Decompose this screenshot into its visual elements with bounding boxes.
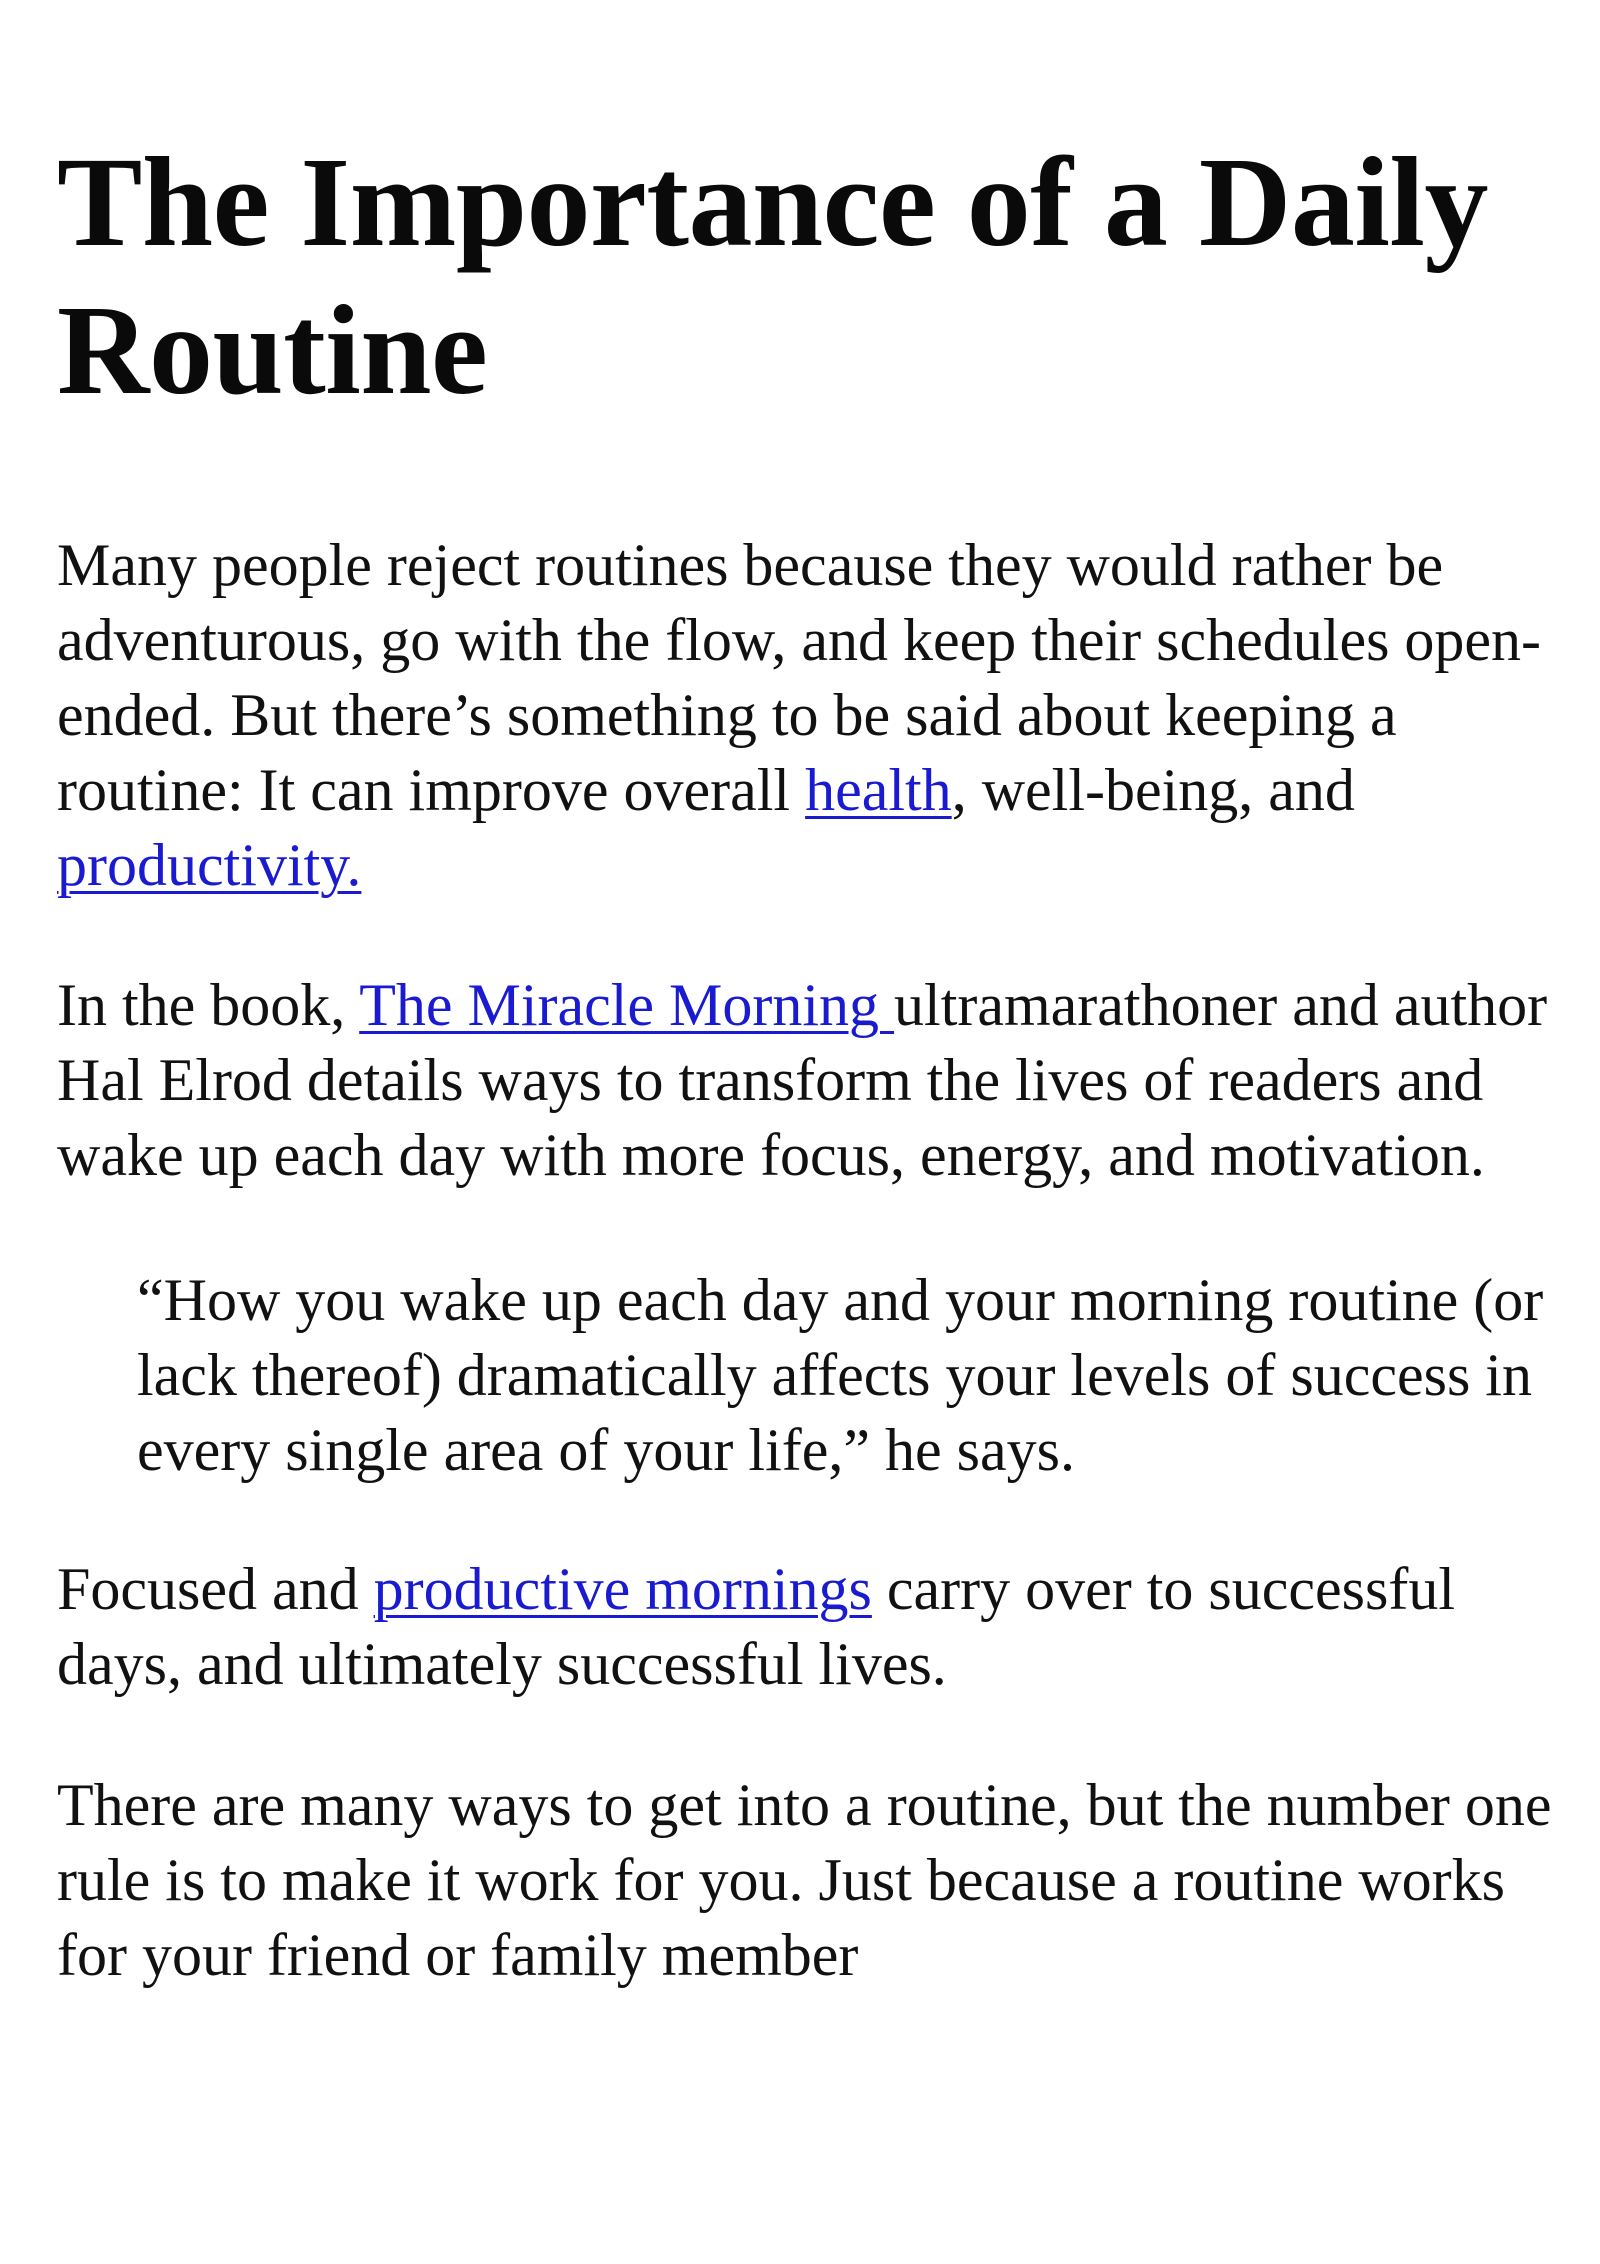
productive-mornings-link[interactable]: productive mornings: [373, 1556, 872, 1622]
intro-paragraph: [57, 528, 1560, 903]
book-text-start: In the book,: [57, 972, 360, 1038]
mornings-paragraph: [57, 1552, 1560, 1702]
intro-text-start: Many people reject routines because they would rather be adventurous, go with the flow, and keep their schedules open-ended. But there’s something to be said about keeping a routine: It can improve overall: [57, 532, 1542, 823]
elrod-quote: “How you wake up each day and your morning routine (or lack thereof) dramatically affects your levels of success in every single area of your life,” he says.: [137, 1267, 1544, 1483]
intro-text-middle: , well-being, and: [951, 757, 1355, 823]
productivity-link[interactable]: productivity.: [57, 832, 362, 898]
article-title: The Importance of a Daily Routine: [57, 131, 1488, 421]
book-text-end: ultramarathoner and author Hal Elrod details ways to transform the lives of readers and wake up each day with more focus, energy, and motivation.: [57, 972, 1548, 1188]
mornings-text-start: Focused and: [57, 1556, 374, 1622]
book-paragraph: [57, 968, 1560, 1193]
health-link[interactable]: health: [805, 757, 952, 823]
routine-rule-paragraph: There are many ways to get into a routine, but the number one rule is to make it work for you. Just because a routine works for your friend or family member: [57, 1772, 1552, 1988]
mornings-text-end: carry over to successful days, and ultimately successful lives.: [57, 1556, 1455, 1697]
miracle-morning-link[interactable]: The Miracle Morning: [359, 972, 895, 1038]
